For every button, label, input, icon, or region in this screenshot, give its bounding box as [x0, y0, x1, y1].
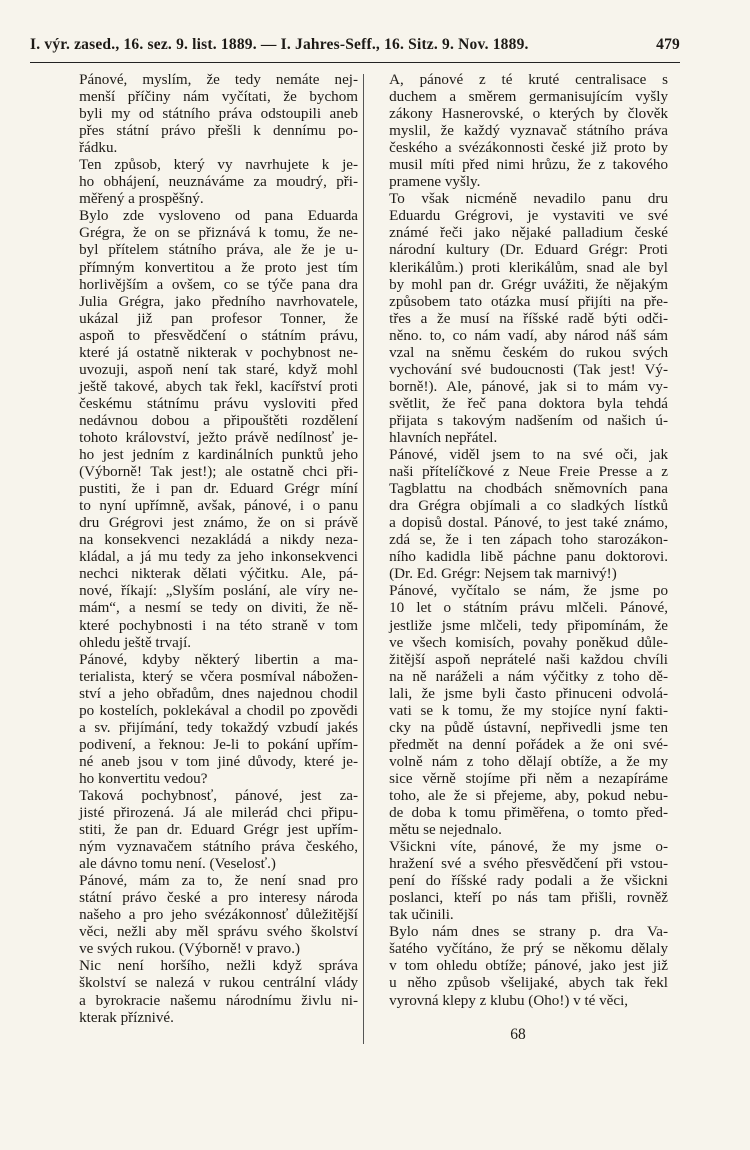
- text-line: v tom ohledu obtíže; pánové, jako jest již: [389, 958, 668, 975]
- text-line: né aneb jsou v tom jiné důvody, které je-: [79, 753, 358, 770]
- page-number: 479: [656, 36, 680, 53]
- text-line: po kostelích, poklekával a chodil po zpovědi: [79, 702, 358, 719]
- column-divider: [363, 74, 364, 1044]
- text-line: které pochybnosti i na této straně v tom: [79, 617, 358, 634]
- text-line: ho konvertitu vedou?: [79, 770, 208, 787]
- text-line: nové, říkají: „Slyším poslání, ale víry ne-: [79, 583, 358, 600]
- text-line: vati se k tomu, že my stojíce nyní fakti-: [389, 702, 668, 719]
- text-line: na ně naráželi a nám výčitky z toho dě-: [389, 668, 668, 685]
- paragraph: [368, 72, 668, 191]
- text-line: terialista, který se včera posmíval nábožen-: [79, 668, 358, 685]
- text-line: ve svých rukou. (Výborně! v pravo.): [79, 941, 301, 958]
- text-line: by mohl pan dr. Grégr uvážiti, že nějakým: [389, 276, 668, 293]
- paragraph: [368, 839, 668, 924]
- paragraph: [368, 191, 668, 447]
- running-head-text: I. výr. zased., 16. sez. 9. list. 1889. — I. Jahres-Seff., 16. Sitz. 9. Nov. 1889.: [30, 36, 529, 53]
- paragraph: [58, 208, 358, 651]
- header-rule: [30, 62, 680, 63]
- left-column: [58, 72, 358, 1027]
- text-line: Bylo zde vysloveno od pana Eduarda: [79, 208, 358, 225]
- text-line: českého a svézákonnosti české již proto by: [389, 140, 668, 157]
- text-line: Tagblattu na chodbách sněmovních pana: [389, 481, 668, 498]
- text-line: vychování své budoucnosti (Tak jest! Vý-: [389, 361, 668, 378]
- text-line: duchem a směrem germanisujícím vyšly: [389, 89, 668, 106]
- paragraph: [58, 72, 358, 157]
- text-line: dru Grégrovi jest známo, že on si právě: [79, 515, 358, 532]
- text-line: předmět na denní pořádek a že oni své-: [389, 736, 668, 753]
- text-line: ství a jeho obřadům, dnes najednou chodil: [79, 685, 358, 702]
- text-line: ještě takové, abych tak řekl, kacířství proti: [79, 378, 358, 395]
- text-line: dra Grégra objímali a co sladkých lístků: [389, 498, 668, 515]
- text-line: lali, že jsme byli často přinuceni odvolá-: [389, 685, 668, 702]
- text-line: něno. to, co nám vadí, aby národ náš sám: [389, 327, 668, 344]
- text-line: (Dr. Ed. Grégr: Nejsem tak marnivý!): [389, 566, 617, 583]
- text-line: ho jest jedním z kardinálních punktů jeho: [79, 447, 358, 464]
- text-line: poslanci, kteří po nás tam přišli, rovněž: [389, 890, 668, 907]
- text-line: Pánové, kdyby některý libertin a ma-: [79, 651, 358, 668]
- text-line: byl přítelem státního práva, ale že je u-: [79, 242, 358, 259]
- text-line: Ten způsob, který vy navrhujete k je-: [79, 157, 358, 174]
- text-line: Eduardu Grégrovi, je vystaviti ve své: [389, 208, 668, 225]
- text-line: známé řeči jako nějaké palladium české: [389, 225, 668, 242]
- text-line: sice věrně stojíme při něm a nezapíráme: [389, 770, 668, 787]
- text-line: třes a že musí na říšské radě býti odči-: [389, 310, 668, 327]
- text-line: řádku.: [79, 140, 118, 157]
- text-line: Pánové, vyčítalo se nám, že jsme po: [389, 583, 668, 600]
- text-line: Julia Grégra, jako předního navrhovatele,: [79, 293, 358, 310]
- text-line: klerikálům.) proti klerikálům, snad ale byl: [389, 259, 668, 276]
- text-line: žitější aspoň neprátelé naši každou chvíli: [389, 651, 668, 668]
- text-line: mám“, a nesmí se tedy on diviti, že ně-: [79, 600, 358, 617]
- text-line: stiti, že pan dr. Eduard Grégr jest upřím-: [79, 822, 358, 839]
- text-line: kládal, a já mu tedy za jeho inkonsekvenci: [79, 549, 358, 566]
- text-line: pustiti, že i pan dr. Eduard Grégr míní: [79, 481, 358, 498]
- text-line: přímným konvertitou a že proto jest tím: [79, 259, 358, 276]
- text-line: podivení, a řeknou: Je-li to pokání upřím-: [79, 736, 358, 753]
- text-line: měřený a prospěšný.: [79, 191, 204, 208]
- text-line: Pánové, viděl jsem to na své oči, jak: [389, 447, 668, 464]
- text-line: Pánové, mám za to, že není snad pro: [79, 873, 358, 890]
- text-line: nechci nikterak dělati výčitku. Ale, pá-: [79, 566, 358, 583]
- text-line: byli my od státního práva odstoupili aneb: [79, 106, 358, 123]
- text-line: tohoto království, ježto právě nedílnosť je-: [79, 429, 358, 446]
- text-line: jestliže jsme mlčeli, tedy připomínám, že: [389, 617, 668, 634]
- text-line: u něho způsob všelijaké, abych tak řekl: [389, 975, 668, 992]
- text-line: To však nicméně nevadilo panu dru: [389, 191, 668, 208]
- text-line: ohledu ještě trvají.: [79, 634, 192, 651]
- text-line: pramene vyšly.: [389, 174, 481, 191]
- text-line: Bylo nám dnes se strany p. dra Va-: [389, 924, 668, 941]
- text-line: ukázal již pan profesor Tonner, že: [79, 310, 358, 327]
- text-line: vyrovná klepy z klubu (Oho!) v té věci,: [389, 992, 629, 1009]
- text-line: toho, ale že si přejeme, aby, pokud nebu-: [389, 787, 668, 804]
- text-line: borně!). Ale, pánové, jak si to mám vy-: [389, 378, 668, 395]
- text-line: mětu se nejednalo.: [389, 822, 502, 839]
- text-line: tak učinili.: [389, 907, 454, 924]
- text-line: našeho a pro jeho svézákonnosť důležitější: [79, 907, 358, 924]
- text-line: vzal na sněmu českém do rukou svých: [389, 344, 668, 361]
- text-line: kterak příznivé.: [79, 1009, 174, 1026]
- right-column: [368, 72, 668, 1010]
- text-line: uvozuji, aspoň není tak staré, když mohl: [79, 361, 358, 378]
- text-line: jisté přirozená. Já ale milerád chci připu-: [79, 805, 358, 822]
- paragraph: [58, 958, 358, 1026]
- text-line: ního kadidla libě páchne panu doktorovi.: [389, 549, 668, 566]
- paragraph: [368, 924, 668, 1009]
- text-line: myslil, že každý vyznavač státního práva: [389, 123, 668, 140]
- text-line: věci, nežli aby měl správu svého školství: [79, 924, 358, 941]
- text-line: šatého vyčítáno, že prý se někomu dělaly: [389, 941, 668, 958]
- text-line: 10 let o státním právu mlčeli. Pánové,: [389, 600, 668, 617]
- text-line: horlivějším a ovšem, co se týče pana dra: [79, 276, 358, 293]
- text-line: Všickni víte, pánové, že my jsme o-: [389, 839, 668, 856]
- text-line: ným vyznavačem státního práva českého,: [79, 839, 358, 856]
- text-line: zdá se, že i ten zápach toho starozákon-: [389, 532, 668, 549]
- text-line: musil míti před nimi hrůzu, že z takového: [389, 157, 668, 174]
- text-line: které já ostatně nikterak v pochybnost ne-: [79, 344, 358, 361]
- sheet-number: 68: [510, 1026, 526, 1043]
- text-line: A, pánové z té kruté centralisace s: [389, 72, 668, 88]
- text-line: hlavních nepřátel.: [389, 429, 498, 446]
- text-line: Taková pochybnosť, pánové, jest za-: [79, 787, 358, 804]
- text-line: aspoň to přesvědčení o státním právu,: [79, 327, 358, 344]
- paragraph: [368, 447, 668, 583]
- paragraph: [368, 583, 668, 839]
- text-line: a byrokracie našemu národnímu živlu ni-: [79, 992, 358, 1009]
- text-line: de doba k tomu přiměřena, o tomto před-: [389, 805, 668, 822]
- text-line: to nyní upřímně, avšak, pánové, i o panu: [79, 498, 358, 515]
- text-line: a dopisů dostal. Pánové, to jest také známo,: [389, 515, 668, 532]
- text-line: zákony Hasnerovské, o kterých by člověk: [389, 106, 668, 123]
- text-line: a sv. přijímání, tedy tokaždý vzbudí jakés: [79, 719, 358, 736]
- text-line: způsobem tato otázka musí přijíti na pře-: [389, 293, 668, 310]
- text-line: volně nám z toho dělají obtíže, a že my: [389, 753, 668, 770]
- text-line: světlit, že řeč pana doktora byla tehdá: [389, 395, 668, 412]
- text-line: (Výborně! Tak jest!); ale ostatně chci při-: [79, 464, 358, 481]
- paragraph: [58, 873, 358, 958]
- text-line: cky na půdě ústavní, nepřivedli jsme ten: [389, 719, 668, 736]
- text-line: státní právo české a pro interesy národa: [79, 890, 358, 907]
- text-line: Pánové, myslím, že tedy nemáte nej-: [79, 72, 358, 88]
- paragraph: [58, 652, 358, 788]
- running-header: [30, 36, 680, 60]
- text-line: ho obhájení, neuznáváme za moudrý, při-: [79, 174, 358, 191]
- text-line: českému státnímu právu vysloviti před: [79, 395, 358, 412]
- text-line: přijata s takovým nadšením od našich ú-: [389, 412, 668, 429]
- text-line: přes státní právo přešli k dennímu po-: [79, 123, 358, 140]
- text-line: na konsekvenci nezakládá a nikdy neza-: [79, 532, 358, 549]
- text-line: Nic není horšího, nežli když správa: [79, 958, 358, 975]
- text-line: menší příčiny nám vyčítati, že bychom: [79, 89, 358, 106]
- text-line: ve všech komisích, povahy poněkud důle-: [389, 634, 668, 651]
- text-line: školství se nalezá v rukou centrální vlády: [79, 975, 358, 992]
- text-line: pení do říšské rady podali a že všickni: [389, 873, 668, 890]
- text-line: naši přítelíčkové z Neue Freie Presse a z: [389, 464, 668, 481]
- text-line: Grégra, že on se přiznává k tomu, že ne-: [79, 225, 358, 242]
- text-line: hražení své a svého přesvědčení při vstou-: [389, 856, 668, 873]
- paragraph: [58, 788, 358, 873]
- text-line: ale dávno tomu není. (Veselosť.): [79, 856, 276, 873]
- text-line: nedávnou dobou a připouštěti rozdělení: [79, 412, 358, 429]
- paragraph: [58, 157, 358, 208]
- text-line: národní kultury (Dr. Eduard Grégr: Proti: [389, 242, 668, 259]
